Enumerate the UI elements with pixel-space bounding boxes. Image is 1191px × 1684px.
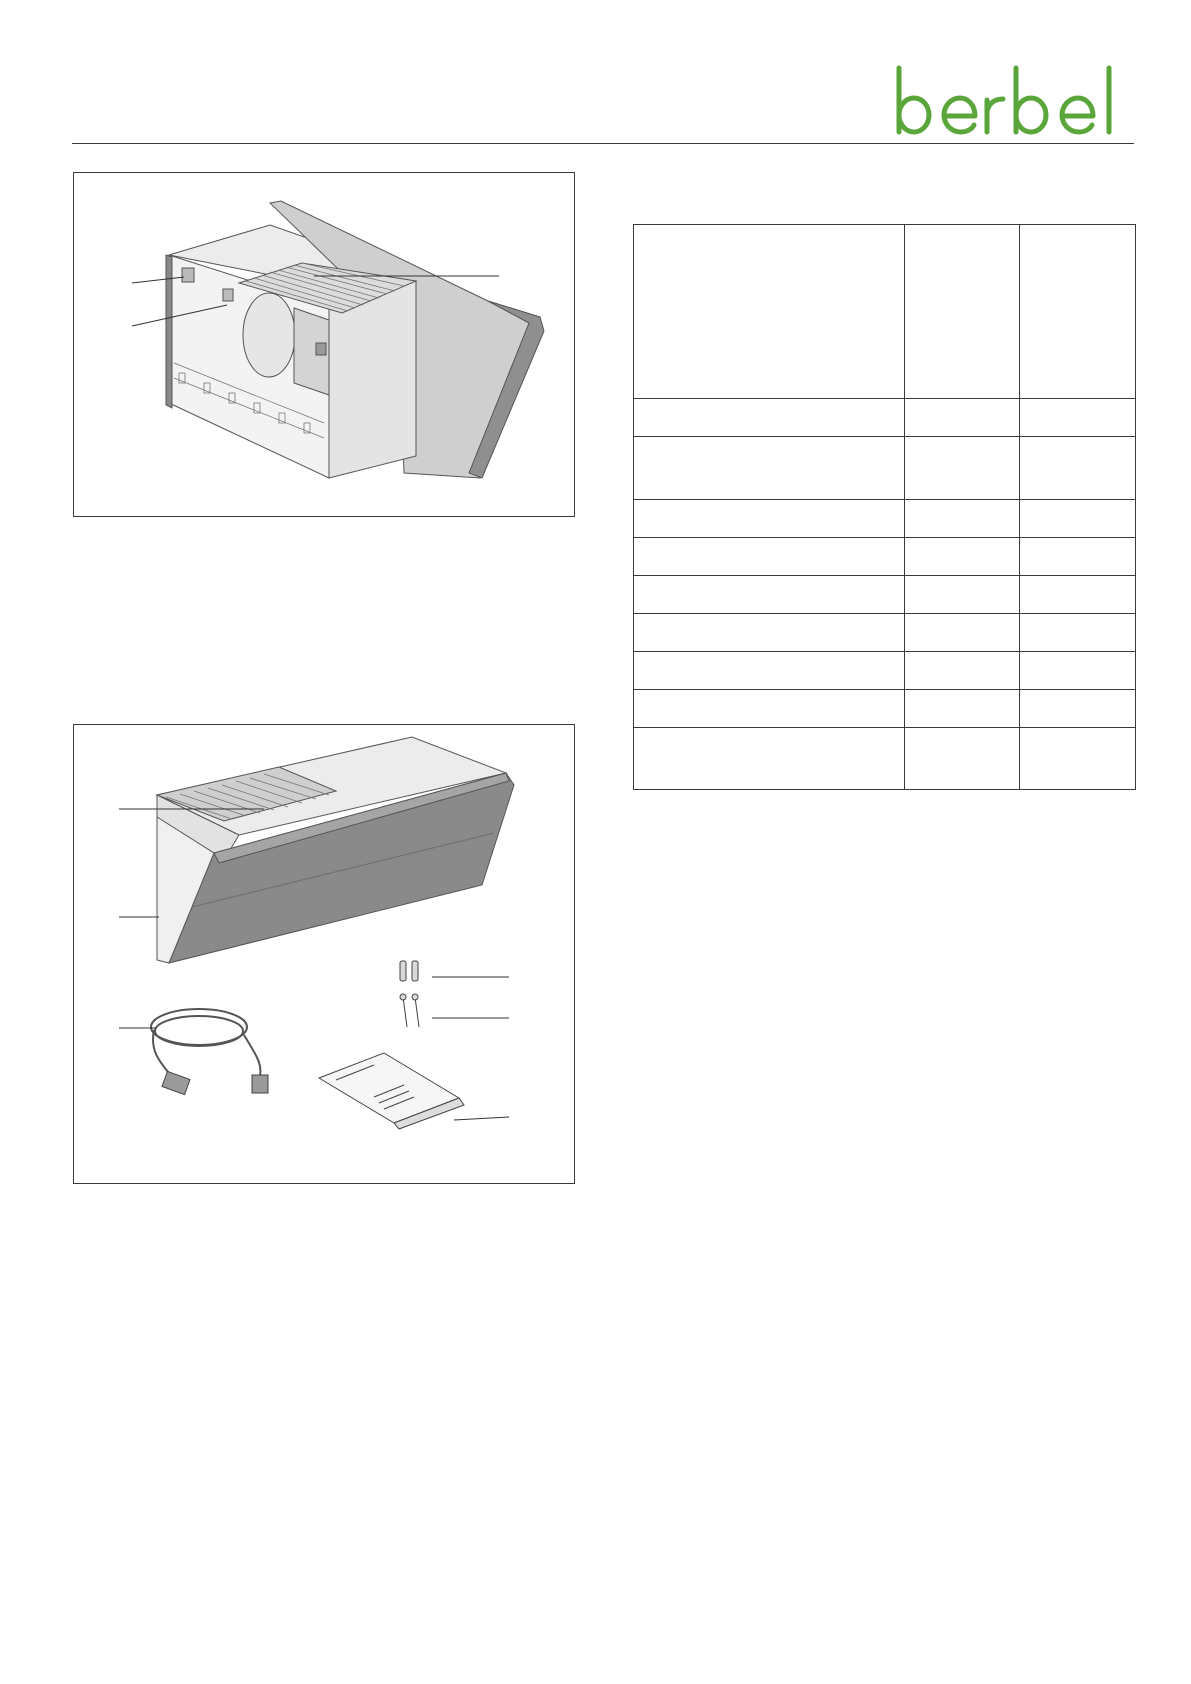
table-row [634, 614, 1136, 652]
table-row [634, 576, 1136, 614]
table-header-row [634, 225, 1136, 399]
table-row [634, 538, 1136, 576]
table-row [634, 652, 1136, 690]
header-rule [72, 143, 1134, 144]
table-row [634, 399, 1136, 437]
table-cell [905, 225, 1020, 399]
table-row [634, 690, 1136, 728]
table-row [634, 437, 1136, 500]
berbel-logo [895, 62, 1135, 142]
scope-of-delivery-illustration [74, 725, 574, 1183]
specifications-table [633, 224, 1136, 790]
table-row [634, 500, 1136, 538]
scope-of-delivery-figure [73, 724, 575, 1184]
table-cell [1020, 225, 1136, 399]
table-row [634, 728, 1136, 790]
appliance-rear-view-figure [73, 172, 575, 517]
appliance-rear-illustration [74, 173, 574, 516]
table-cell [634, 225, 905, 399]
